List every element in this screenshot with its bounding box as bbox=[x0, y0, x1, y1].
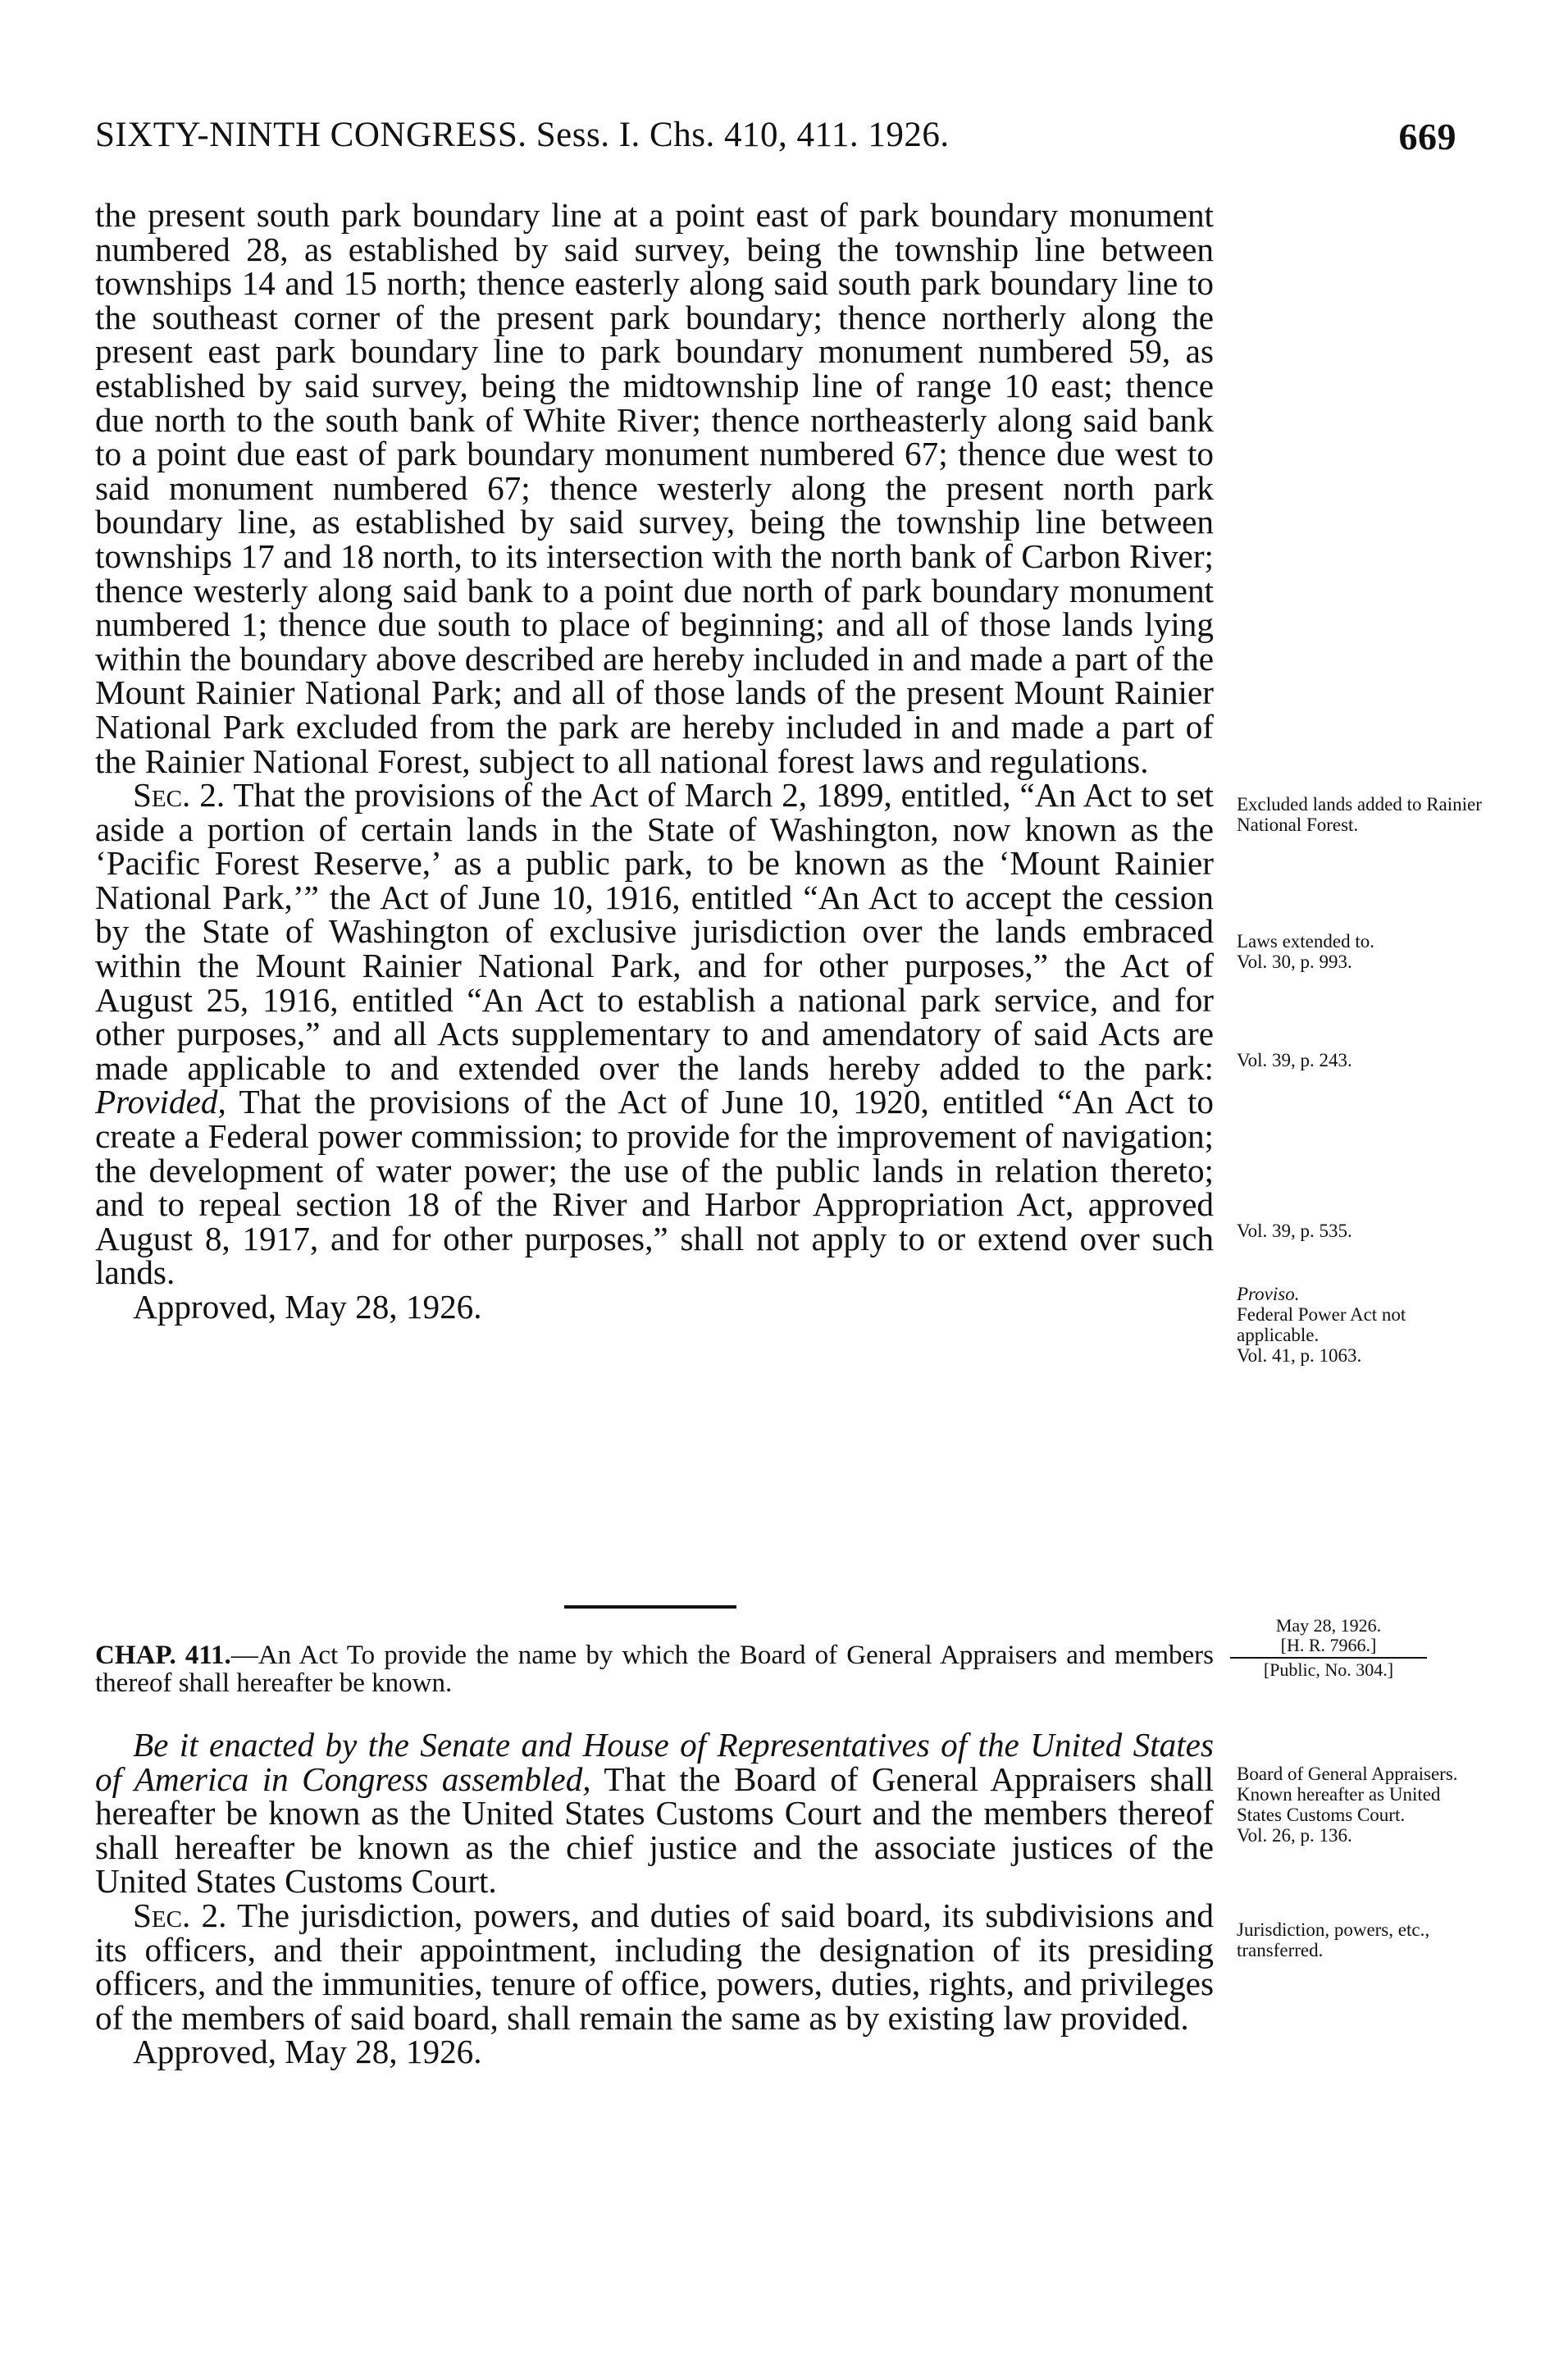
page-number: 669 bbox=[1398, 116, 1456, 157]
margin-note-excluded-lands-text: Excluded lands added to Rainier National Forest. bbox=[1237, 794, 1482, 835]
margin-note-jurisdiction bbox=[1237, 1919, 1483, 1960]
margin-note-jurisdiction-text: Jurisdiction, powers, etc., transferred. bbox=[1237, 1919, 1430, 1960]
chapter-411-bill: [H. R. 7966.] bbox=[1230, 1636, 1427, 1659]
chapter-410-sec2-label: Sec. 2. bbox=[133, 776, 226, 815]
chapter-411-citation bbox=[1230, 1616, 1427, 1680]
chapter-411-title: —An Act To provide the name by which the Board of General Appraisers and members thereof shall hereafter be known. bbox=[95, 1641, 1214, 1698]
chapter-411-sec1-text: That the Board of General Appraisers shall hereafter be known as the United States Customs Court and the members thereof shall hereafter be known as the chief justice and the associate justices of the United States Customs Court. bbox=[95, 1759, 1214, 1901]
margin-note-vol41: Vol. 41, p. 1063. bbox=[1237, 1345, 1362, 1366]
chapter-410-body bbox=[95, 196, 1214, 1326]
margin-note-vol26: Vol. 26, p. 136. bbox=[1237, 1825, 1352, 1846]
proviso-word: Provided, bbox=[95, 1083, 226, 1121]
chapter-410-approved: Approved, May 28, 1926. bbox=[133, 1288, 482, 1326]
running-head bbox=[95, 115, 1456, 167]
chapter-411-heading bbox=[95, 1641, 1214, 1697]
chapter-411-sec1 bbox=[95, 1728, 1214, 1899]
margin-note-board-appraisers bbox=[1237, 1764, 1483, 1846]
chapter-411-label: CHAP. 411. bbox=[95, 1641, 231, 1670]
chapter-411-approved: Approved, May 28, 1926. bbox=[133, 2033, 482, 2071]
chapter-411-sec2-label: Sec. 2. bbox=[133, 1896, 227, 1934]
chapter-411-body bbox=[95, 1728, 1214, 2070]
margin-note-federal-power: Federal Power Act not applicable. bbox=[1237, 1304, 1406, 1345]
margin-note-laws-extended-text: Laws extended to. bbox=[1237, 931, 1374, 952]
margin-note-vol39-535-text: Vol. 39, p. 535. bbox=[1237, 1221, 1352, 1241]
chapter-411-public-no: [Public, No. 304.] bbox=[1263, 1659, 1394, 1680]
chapter-410-sec2 bbox=[95, 778, 1214, 1290]
running-head-text: SIXTY-NINTH CONGRESS. Sess. I. Chs. 410, 411. 1926. bbox=[95, 116, 950, 154]
margin-note-proviso bbox=[1237, 1284, 1483, 1366]
margin-note-vol39-243 bbox=[1237, 1050, 1483, 1070]
chapter-411-sec2-text: The jurisdiction, powers, and duties of said board, its subdivisions and its officers, and their appointment, including the designation of its presiding officers, and the immunities, tenure of office, powers, duties, rights, and privileges of the members of said board, shall remain the same as by existing law provided. bbox=[95, 1896, 1214, 2037]
chapter-410-sec2-text-2: That the provisions of the Act of June 10, 1920, entitled “An Act to create a Federal power commission; to provide for the improvement of navigation; the development of water power; the use of the public lands in relation thereto; and to repeal section 18 of the River and Harbor Appropriation Act, approved August 8, 1917, and for other purposes,” shall not apply to or extend over such lands. bbox=[95, 1083, 1214, 1292]
chapter-410-continuation: the present south park boundary line at a point east of park boundary monument numbered 28, as established by said survey, being the township line between townships 14 and 15 north; thence easterly along said south park boundary line to the southeast corner of the present park boundary; thence northerly along the present east park boundary line to park boundary monument numbered 59, as established by said survey, being the midtownship line of range 10 east; thence due north to the south bank of White River; thence northeasterly along said bank to a point due east of park boundary monument numbered 67; thence due west to said monument numbered 67; thence westerly along the present north park boundary line, as established by said survey, being the township line between townships 17 and 18 north, to its intersection with the north bank of Carbon River; thence westerly along said bank to a point due north of park boundary monument numbered 1; thence due south to place of beginning; and all of those lands lying within the boundary above described are hereby included in and made a part of the Mount Rainier National Park; and all of those lands of the present Mount Rainier National Park excluded from the park are hereby included in and made a part of the Rainier National Forest, subject to all national forest laws and regulations. bbox=[95, 196, 1214, 780]
chapter-410-sec2-text-1: That the provisions of the Act of March 2, 1899, entitled, “An Act to set aside a portion of certain lands in the State of Washington, now known as the ‘Pacific Forest Reserve,’ as a public park, to be known as the ‘Mount Rainier National Park,’” the Act of June 10, 1916, entitled “An Act to accept the cession by the State of Washington of exclusive jurisdiction over the lands embraced within the Mount Rainier National Park, and for other purposes,” the Act of August 25, 1916, entitled “An Act to establish a national park service, and for other purposes,” and all Acts supplementary to and amendatory of said Acts are made applicable to and extended over the lands hereby added to the park: bbox=[95, 776, 1214, 1087]
margin-note-vol39-243-text: Vol. 39, p. 243. bbox=[1237, 1050, 1352, 1070]
chapter-411-sec2 bbox=[95, 1896, 1214, 2037]
margin-note-known-hereafter: Known hereafter as United States Customs Court. bbox=[1237, 1784, 1441, 1825]
margin-note-vol39-535 bbox=[1237, 1221, 1483, 1241]
chapter-411-date: May 28, 1926. bbox=[1275, 1615, 1382, 1636]
margin-note-board-appraisers-text: Board of General Appraisers. bbox=[1237, 1764, 1458, 1784]
margin-note-laws-extended bbox=[1237, 931, 1483, 972]
section-divider-rule bbox=[564, 1605, 736, 1609]
enacting-clause: Be it enacted by the Senate and House of Representatives of the United States of America in Congress assembled, bbox=[95, 1726, 1214, 1798]
margin-note-vol30: Vol. 30, p. 993. bbox=[1237, 952, 1352, 972]
margin-note-proviso-text: Proviso. bbox=[1237, 1284, 1300, 1304]
margin-note-excluded-lands bbox=[1237, 794, 1483, 835]
